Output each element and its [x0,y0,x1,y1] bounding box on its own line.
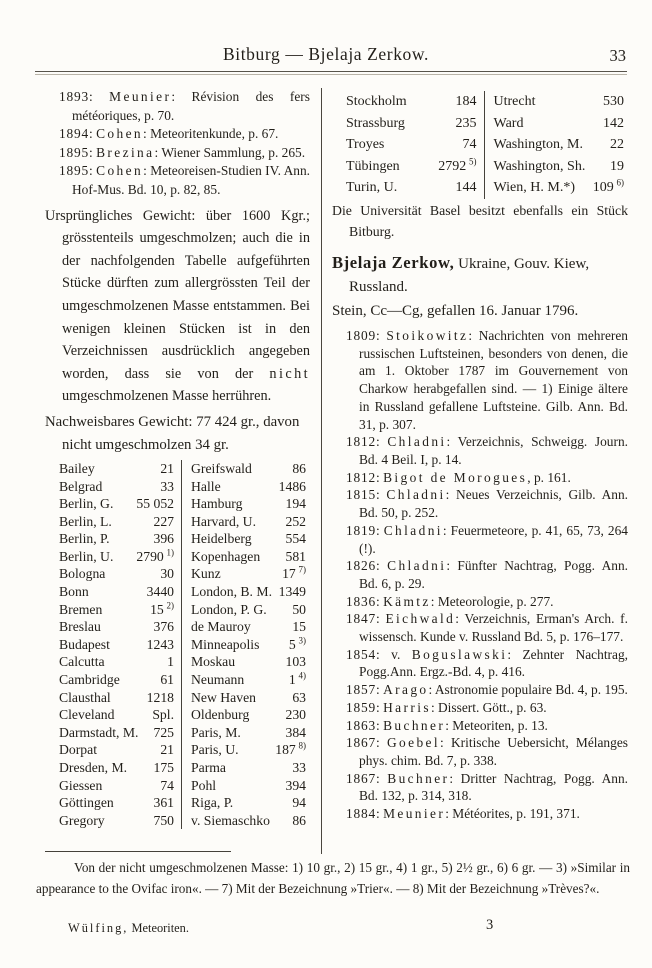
weight-table-cell-pair [59,741,182,759]
bib-author: Chladni [386,487,446,503]
weight-table-cell-pair [59,724,182,742]
collection-name: v. Siemaschko [191,812,270,828]
weight-table-row [59,513,310,531]
bibliography-entry: 1884: Meunier: Météorites, p. 191, 371. [346,806,580,822]
weight-value: 2792 $^{5)}$ [438,156,477,174]
bib-year: 1867 [346,735,376,751]
bibliography-entry: 1836: Kämtz: Meteorologie, p. 277. [346,593,554,609]
page-number: 33 [609,46,626,65]
weight-table-cell-pair [59,548,182,566]
weight-table-cell-pair [182,724,310,742]
left-column [45,88,310,829]
weight-table-cell-pair [59,478,182,496]
weight-value: 194 [285,496,306,512]
weight-table-row [346,91,628,113]
bib-year: 1826 [346,558,376,574]
collection-name: Budapest [59,636,110,652]
bib-author: Cohen [96,163,144,179]
weight-value: 394 [285,777,306,793]
collection-name: Paris, U. [191,742,239,758]
bibliography-entry: 1867: Goebel: Kritische Uebersicht, Mélanges phys. chim. Bd. 7, p. 338. [346,735,628,768]
footnote-ref: 5) [469,156,477,167]
weight-table-cell-pair [182,689,310,707]
collection-name: Oldenburg [191,707,250,723]
collection-name: Heidelberg [191,531,252,547]
bibliography-entry: 1894: Cohen: Meteoritenkunde, p. 67. [59,126,279,142]
column-divider [321,88,322,854]
collection-name: Gregory [59,812,105,828]
weight-value: 396 [153,531,174,547]
bibliography-entry: 1809: Stoikowitz: Nachrichten von mehreren russischen Luftsteinen, besonders von denen, die am 1. Oktober 1787 im Gouvernement von Charkow herabgefallen sind. — 1) Einige ältere in Russland gefallene Luftsteine. Gilb. Ann. Bd. 31, p. 307. [346,328,628,432]
footnote-ref: 8) [298,740,306,751]
bibliography-entry: 1857: Arago: Astronomie populaire Bd. 4, p. 195. [346,682,628,698]
collection-name: Neumann [191,672,245,688]
weight-table-cell-pair [182,618,310,636]
weight-table-row [59,565,310,583]
bib-author: Chladni [383,522,443,538]
weight-value: 50 [292,601,306,617]
weight-value: 21 [160,742,174,758]
footnote-ref: 1) [166,547,174,558]
bib-author: Meunier [109,89,172,104]
weight-value: 2790 $^{1)}$ [136,547,174,564]
bibliography-entry: 1847: Eichwald: Verzeichnis, Erman's Arch. f. wissensch. Kunde v. Russland Bd. 5, p. 176–177. [346,611,628,645]
collection-name: Washington, Sh. [493,158,586,174]
weight-table-cell-pair [182,460,310,478]
footnote-ref: 3) [298,635,306,646]
bibliography-entry: 1815: Chladni: Neues Verzeichnis, Gilb. Ann. Bd. 50, p. 252. [346,487,628,521]
weight-table-row [346,113,628,135]
collection-name: Berlin, U. [59,548,114,564]
bibliography-entry: 1893: Meunier: Révision des fers météoriques, p. 70. [59,89,310,123]
weight-value: 252 [285,513,306,529]
weight-table-cell-pair [485,134,629,156]
collection-name: Moskau [191,654,236,670]
weight-value: 1486 [278,478,306,494]
weight-table-cell-pair [59,495,182,513]
right-column [332,88,628,823]
weight-table-cell-pair [485,156,629,178]
collection-name: Stockholm [346,94,407,109]
bibliography-list-bjelaja-zerkow [346,327,628,823]
weight-table-row [346,177,628,199]
weight-table-cell-pair [182,671,310,689]
weight-table-cell-pair [59,583,182,601]
collection-name: Berlin, P. [59,531,110,547]
weight-value: 61 [160,672,174,688]
bib-author: Kämtz [383,593,431,609]
collection-name: Harvard, U. [191,513,256,529]
weight-table-cell-pair [346,113,485,135]
footer-signature [68,921,189,936]
weight-value: 1 $^{4)}$ [288,670,306,688]
collection-name: de Mauroy [191,619,251,635]
collection-name: Washington, M. [493,137,583,153]
weight-value: 63 [292,689,306,705]
bibliography-entry: 1863: Buchner: Meteoriten, p. 13. [346,717,548,733]
weight-table-row [59,812,310,830]
collection-name: Kopenhagen [191,548,261,564]
signature-author: Wülfing, [68,921,129,935]
footnote-ref: 7) [298,564,306,575]
weight-value: 17 $^{7)}$ [282,564,306,582]
collection-name: Utrecht [493,94,536,109]
weight-table-cell-pair [182,530,310,548]
collection-name: Dresden, M. [59,760,128,775]
bib-year: 1895 [59,163,89,179]
weight-value: 384 [285,724,306,740]
weight-value: 144 [455,180,477,196]
collection-name: Kunz [191,566,221,582]
collection-name: Minneapolis [191,636,260,652]
collection-name: Wien, H. M.*) [493,180,575,196]
weight-table-cell-pair [59,759,182,777]
weight-value: 21 [160,460,174,476]
weight-table-row [59,777,310,795]
weight-table-row [59,460,310,478]
bib-year: 1867 [346,770,376,786]
weight-table-cell-pair [59,618,182,636]
collection-name: Greifswald [191,460,252,476]
weight-value: 74 [160,777,174,793]
weight-table-cell-pair [59,530,182,548]
bib-author: Harris [383,699,431,715]
bibliography-entry: 1854: v. Boguslawski: Zehnter Nachtrag, Pogg.Ann. Ergz.-Bd. 4, p. 416. [346,646,628,680]
weight-table-cell-pair [182,636,310,654]
weight-table-cell-pair [182,777,310,795]
bib-author: Boguslawski [411,646,508,662]
weight-table-cell-pair [182,565,310,583]
weight-table-right [346,91,628,199]
footnote-ref: 4) [298,670,306,681]
weight-table-row [59,636,310,654]
weight-value: 74 [462,137,477,153]
collection-name: Strassburg [346,115,405,131]
letterspaced-word: nicht [269,365,310,382]
bib-author: Brezina [96,144,155,160]
weight-value: 3440 [146,584,174,600]
signature-title: Meteoriten. [128,921,189,935]
bibliography-entry: 1895: Brezina: Wiener Sammlung, p. 265. [59,144,306,160]
collection-name: Bremen [59,601,103,617]
weight-table-cell-pair [182,583,310,601]
weight-value: 55 052 [136,496,174,512]
running-title: Bitburg — Bjelaja Zerkow. [222,44,429,64]
text-segment: Ursprüngliches Gewicht: über 1600 Kgr.; grösstenteils umgeschmolzen; auch die in der nachfolgenden Tabelle aufgeführten Stücke dürften zum allergrössten Teil der umgeschmolzenen Masse entstammen. Bei wenigen kleinen Stücken ist in den Verzeichnissen ausdrücklich angegeben worden, dass sie von der [45,207,310,382]
bibliography-entry: 1826: Chladni: Fünfter Nachtrag, Pogg. Ann. Bd. 6, p. 29. [346,558,628,591]
weight-table-cell-pair [485,113,629,135]
weight-table-row [59,759,310,777]
weight-table-row [59,741,310,759]
bib-author: Stoikowitz [386,328,469,344]
verifiable-weight-paragraph: Nachweisbares Gewicht: 77 424 gr., davon nicht umgeschmolzen 34 gr. [45,413,300,453]
meteorite-name: Bjelaja Zerkow, [332,252,455,272]
footnote-ref: 6) [616,177,624,188]
weight-table-row [59,530,310,548]
weight-value: 175 [153,760,174,775]
bib-year: 1884 [346,806,376,822]
bibliography-entry: 1812: Bigot de Morogues, p. 161. [346,469,571,485]
weight-table-row [346,156,628,178]
weight-table-cell-pair [59,565,182,583]
weight-value: 187 $^{8)}$ [275,740,306,758]
weight-table-row [59,601,310,619]
weight-value: 94 [292,795,306,811]
collection-name: Göttingen [59,795,114,811]
collection-name: Dorpat [59,742,98,758]
weight-value: 22 [610,137,624,153]
bib-author: Buchner [383,717,446,733]
bibliography-list-bitburg [59,88,310,200]
meteorite-locality: Ukraine, Gouv. Kiew, Russland. [349,255,590,296]
weight-table-row [59,495,310,513]
collection-name: Hamburg [191,496,243,512]
collection-name: Ward [493,115,524,131]
weight-table-cell-pair [182,759,310,777]
weight-table-cell-pair [485,177,629,199]
collection-name: Bonn [59,584,89,600]
bibliography-entry: 1812: Chladni: Verzeichnis, Schweigg. Journ. Bd. 4 Beil. I, p. 14. [346,434,628,467]
weight-value: 15 [292,619,306,635]
collection-name: Parma [191,760,226,775]
bib-author: Eichwald [385,611,456,627]
weight-table-cell-pair [346,134,485,156]
bib-year: 1819 [346,522,376,538]
basel-note: Die Universität Basel besitzt ebenfalls ein Stück Bitburg. [332,202,628,239]
weight-table-cell-pair [182,794,310,812]
weight-table-row [59,794,310,812]
collection-name: Darmstadt, M. [59,724,139,740]
bib-author: Goebel [386,735,441,751]
footnote-ref: 2) [166,600,174,611]
bib-year: 1847 [346,611,376,627]
weight-table-row [59,671,310,689]
bib-year: 1815 [346,487,376,503]
weight-value: 19 [610,158,624,174]
bib-author: Arago [383,682,429,698]
collection-name: Bailey [59,460,95,476]
weight-value: 30 [160,566,174,582]
bib-year: 1895 [59,144,89,160]
weight-table-cell-pair [485,91,629,113]
weight-table-cell-pair [346,91,485,113]
collection-name: Halle [191,478,221,494]
weight-value: 15 $^{2)}$ [150,600,174,617]
weight-value: 184 [455,94,477,109]
weight-value: 750 [153,812,174,828]
collection-name: Turin, U. [346,180,398,196]
weight-table-cell-pair [59,671,182,689]
bib-author: Chladni [387,558,447,574]
weight-table-cell-pair [59,706,182,724]
collection-name: Calcutta [59,654,105,670]
classification-line: Stein, Cc—Cg, gefallen 16. Januar 1796. [332,302,579,319]
weight-value: 5 $^{3)}$ [288,635,306,652]
collection-name: Breslau [59,619,101,635]
weight-table-cell-pair [182,741,310,759]
collection-name: London, B. M. [191,584,272,600]
weight-table-row [59,548,310,566]
weight-table-cell-pair [182,706,310,724]
collection-name: Giessen [59,777,103,793]
weight-table-cell-pair [346,156,485,178]
bib-year: 1863 [346,717,376,733]
weight-table-cell-pair [182,513,310,531]
collection-name: Belgrad [59,478,103,494]
weight-table-cell-pair [182,495,310,513]
weight-value: 554 [285,531,306,547]
weight-table-cell-pair [59,777,182,795]
weight-table-row [59,724,310,742]
weight-value: 361 [153,795,174,811]
weight-value: 1243 [146,636,174,652]
collection-name: London, P. G. [191,601,267,617]
bibliography-entry: 1819: Chladni: Feuermeteore, p. 41, 65, 73, 264 (!). [346,522,628,556]
weight-table-cell-pair [59,513,182,531]
bib-author: Chladni [387,434,447,450]
weight-table-cell-pair [346,177,485,199]
weight-value: 581 [285,548,306,564]
collection-name: Riga, P. [191,795,234,811]
weight-table-row [59,689,310,707]
weight-table-cell-pair [59,653,182,671]
weight-value: 725 [153,724,174,740]
collection-name: New Haven [191,689,256,705]
bib-year: 1854 [346,646,376,662]
bibliography-entry: 1859: Harris: Dissert. Gött., p. 63. [346,699,547,715]
weight-table-row [59,478,310,496]
collection-name: Cleveland [59,707,115,723]
sheet-number: 3 [486,917,494,933]
weight-table-cell-pair [182,812,310,830]
weight-value: 33 [160,478,174,494]
bib-year: 1859 [346,699,376,715]
text-segment: umgeschmolzenen Masse herrühren. [62,388,272,405]
bib-author: Buchner [387,770,450,786]
weight-value: 86 [292,460,306,476]
weight-value: 33 [292,760,306,775]
weight-table-cell-pair [59,812,182,830]
weight-table-cell-pair [182,478,310,496]
weight-table-cell-pair [59,689,182,707]
weight-value: 227 [153,513,174,529]
weight-value: Spl. [152,707,174,723]
entry-heading [332,251,628,300]
weight-table-cell-pair [182,548,310,566]
bib-year: 1857 [346,682,376,698]
bib-year: 1836 [346,593,376,609]
bib-author: Cohen [96,126,144,142]
collection-name: Bologna [59,566,106,582]
collection-name: Berlin, L. [59,513,112,529]
footnotes: Von der nicht umgeschmolzenen Masse: 1) 10 gr., 2) 15 gr., 4) 1 gr., 5) 2½ gr., 6) 6 gr. — 3) »Similar in appearance to the Ovifac iron«. — 7) Mit der Bezeichnung »Trier«. — 8) Mit der Bezeichnung »Trèves?«. [36,860,630,896]
weight-table-row [59,653,310,671]
bib-year: 1893 [59,89,89,104]
footnote-separator [45,851,231,852]
weight-value: 230 [285,707,306,723]
bib-year: 1894 [59,126,89,142]
weight-table-cell-pair [59,636,182,654]
weight-value: 530 [603,94,624,109]
collection-name: Clausthal [59,689,111,705]
weight-table-cell-pair [182,601,310,619]
weight-value: 235 [455,115,477,131]
collection-name: Tübingen [346,158,400,174]
weight-value: 103 [285,654,306,670]
bib-author: Bigot de Morogues [383,469,528,485]
weight-table-cell-pair [182,653,310,671]
bibliography-entry: 1867: Buchner: Dritter Nachtrag, Pogg. Ann. Bd. 132, p. 314, 318. [346,770,628,804]
weight-value: 86 [292,812,306,828]
weight-value: 142 [603,115,624,131]
collection-name: Berlin, G. [59,496,114,512]
collection-name: Paris, M. [191,724,241,740]
weight-table-row [59,583,310,601]
collection-name: Troyes [346,137,385,153]
weight-table-cell-pair [59,794,182,812]
weight-table-row [59,706,310,724]
weight-value: 1218 [146,689,174,705]
bibliography-entry: 1895: Cohen: Meteoreisen-Studien IV. Ann. Hof-Mus. Bd. 10, p. 82, 85. [59,163,310,197]
original-weight-paragraph [45,205,310,408]
weight-table-row [59,618,310,636]
weight-value: 1349 [278,584,306,600]
weight-value: 109 $^{6)}$ [592,177,624,196]
collection-name: Pohl [191,777,217,793]
weight-table-cell-pair [59,601,182,619]
collection-name: Cambridge [59,672,120,688]
weight-table-cell-pair [59,460,182,478]
weight-table-left [59,460,310,829]
bib-author: Meunier [383,806,446,822]
bib-year: 1812 [346,434,376,450]
weight-value: 1 [167,654,174,670]
weight-table-row [346,134,628,156]
weight-value: 376 [153,619,174,635]
bib-year: 1809 [346,328,376,344]
header-rule [35,71,627,75]
bib-year: 1812 [346,469,376,485]
